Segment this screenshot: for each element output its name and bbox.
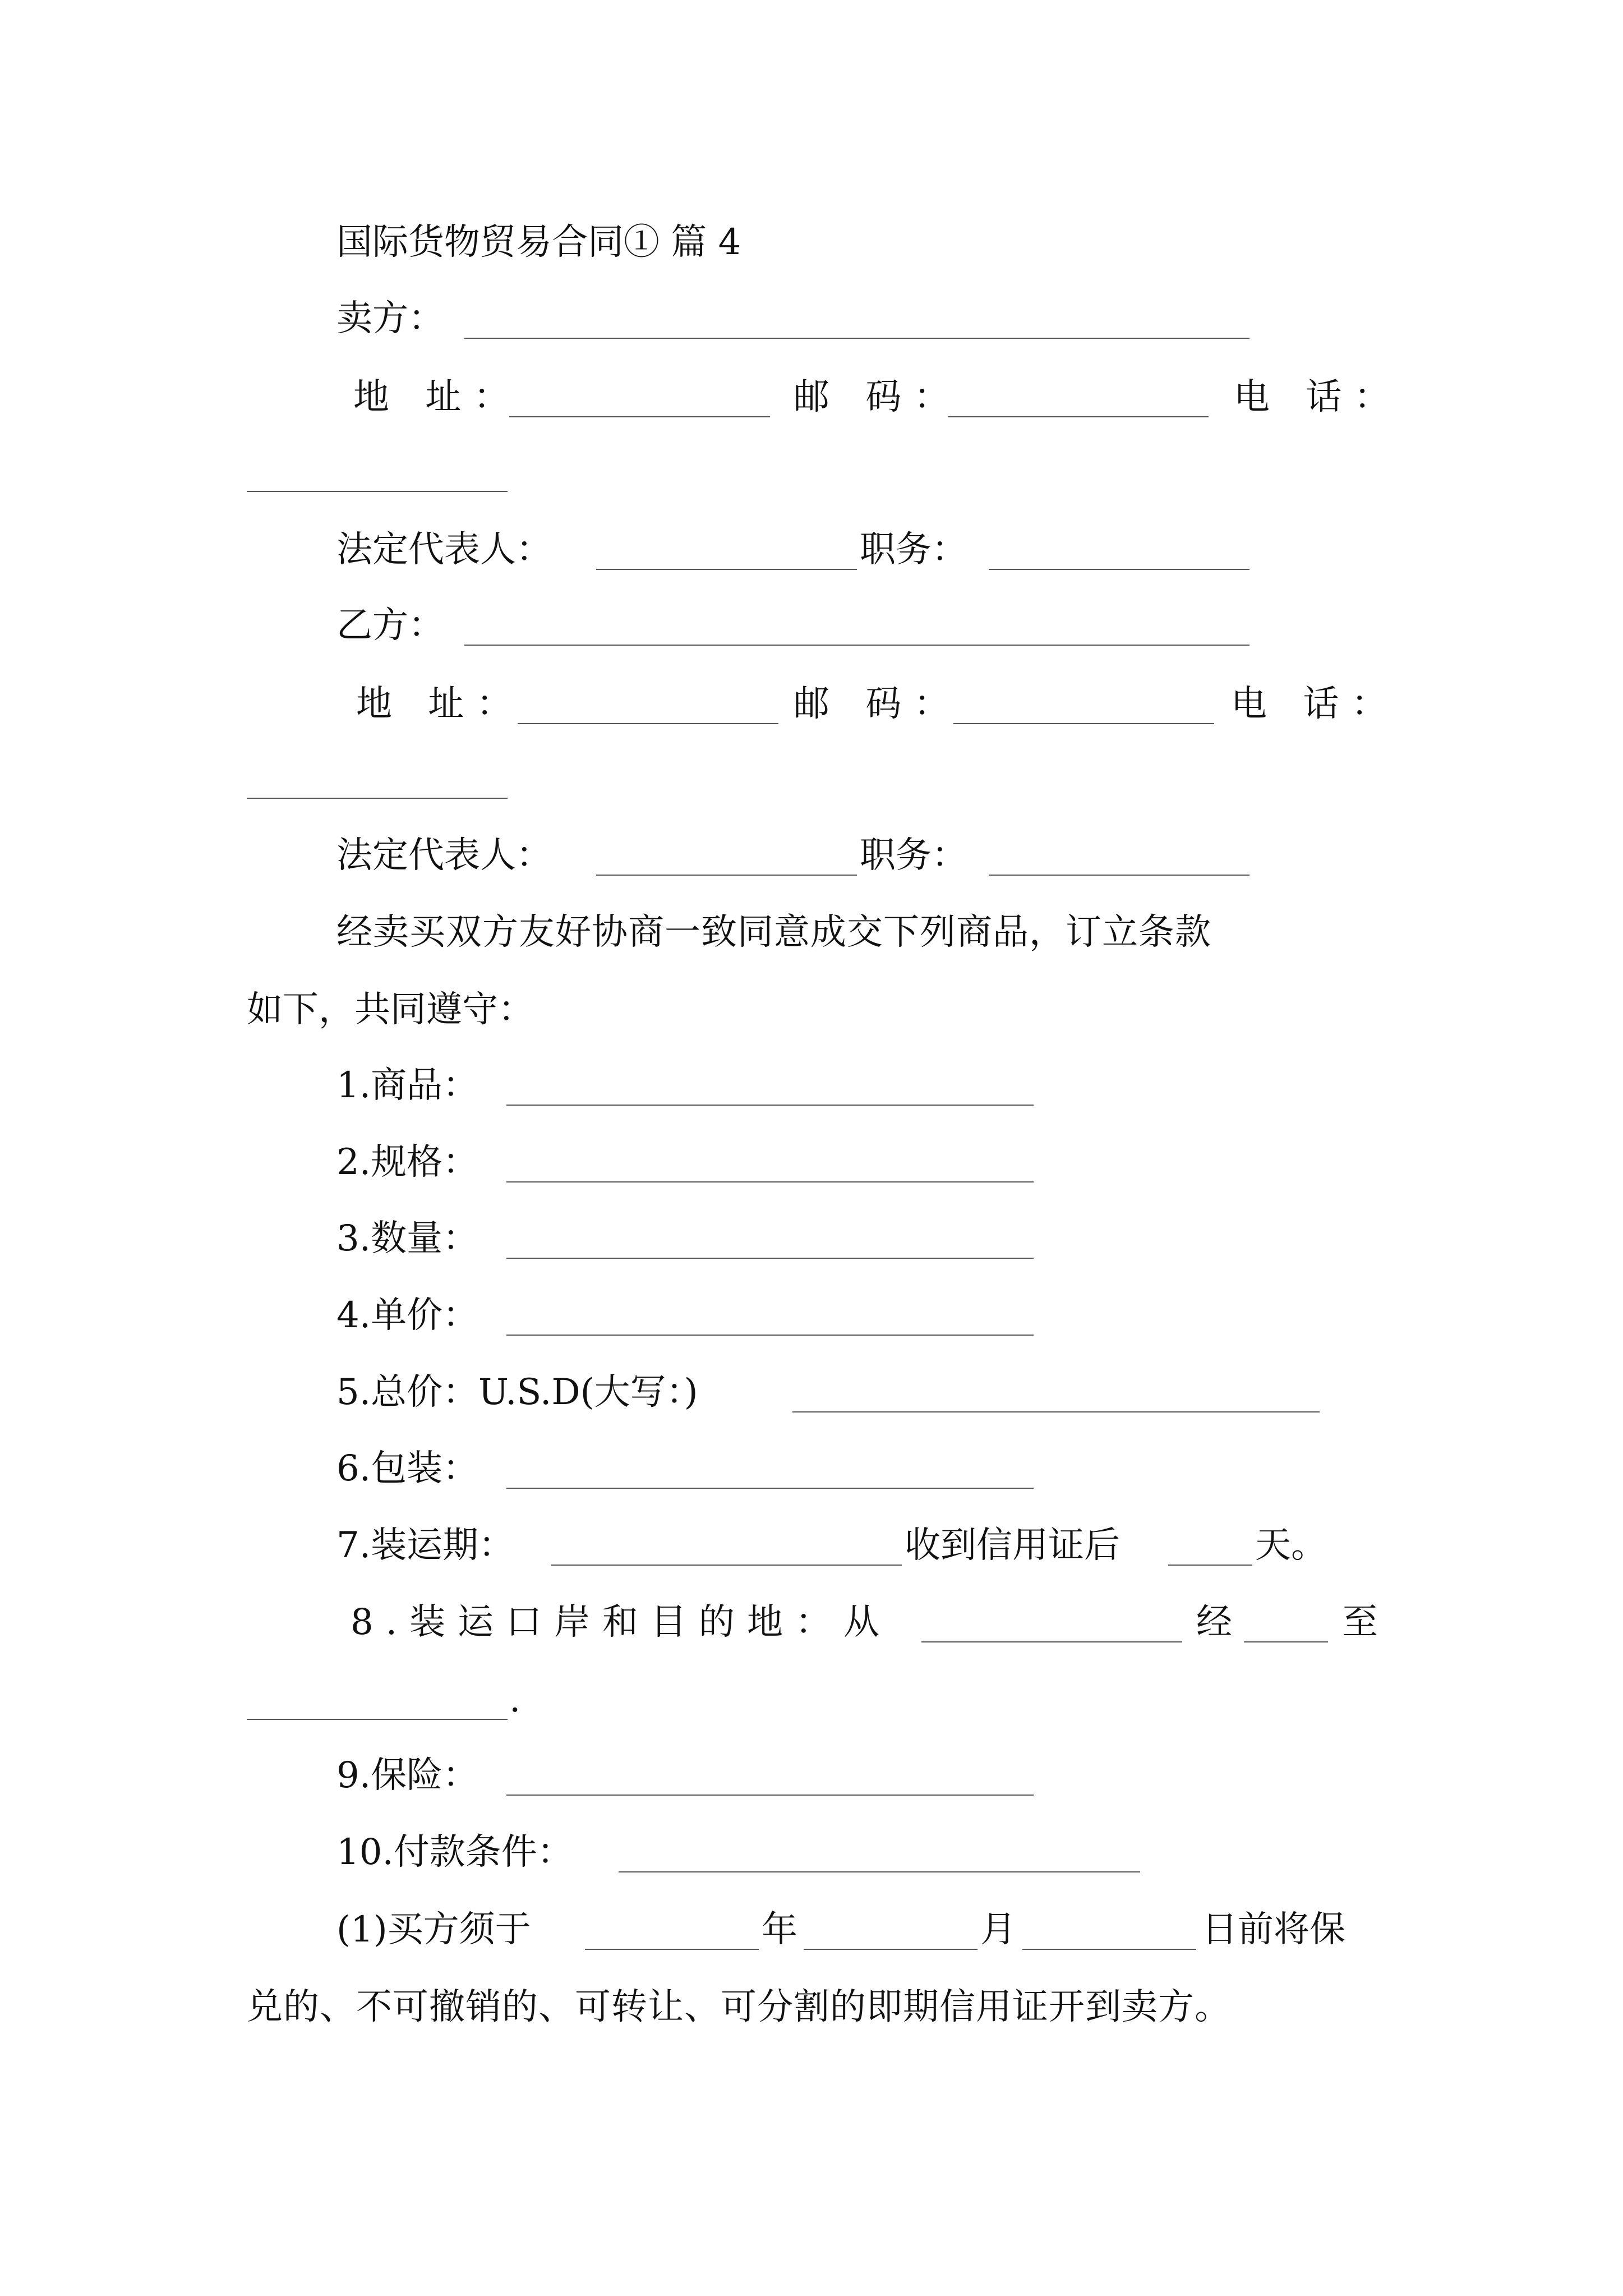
lc-year-label: 年: [762, 1909, 797, 1950]
seller-rep-line: [0, 522, 1623, 578]
term-total-price-label: 5.总价：U.S.D(大写：): [336, 1372, 698, 1413]
buyer-contact-line: [0, 676, 1623, 732]
buyer-position-blank[interactable]: [989, 875, 1249, 876]
buyer-address-label: 地 址：: [356, 683, 525, 725]
seller-address-blank[interactable]: [509, 416, 770, 417]
term-shipment-label: 7.装运期：: [336, 1525, 515, 1566]
buyer-rep-blank[interactable]: [596, 875, 857, 876]
buyer-address-blank[interactable]: [518, 723, 778, 724]
term-port-dest-blank[interactable]: [247, 1719, 508, 1720]
term-port-line: [0, 1594, 1623, 1650]
term-port-line-2: [0, 1672, 1623, 1728]
term-spec-blank[interactable]: [506, 1181, 1034, 1182]
term-payment-blank[interactable]: [619, 1871, 1140, 1872]
buyer-postcode-blank[interactable]: [953, 723, 1214, 724]
lc-text-2: 兑的、不可撤销的、可转让、可分割的即期信用证开到卖方。: [247, 1986, 1231, 2028]
seller-address-label: 地 址：: [353, 376, 522, 418]
term-insurance-label: 9.保险：: [336, 1755, 479, 1796]
term-port-via-blank[interactable]: [1244, 1641, 1328, 1642]
intro-text-1: 经卖买双方友好协商一致同意成交下列商品，订立条款: [336, 912, 1211, 953]
term-goods-label: 1.商品：: [336, 1065, 479, 1106]
seller-postcode-blank[interactable]: [948, 416, 1209, 417]
term-quantity-line: [0, 1211, 1623, 1267]
term-port-label: 8.装运口岸和目的地：从: [351, 1602, 892, 1643]
seller-contact-line: [0, 369, 1623, 425]
lc-year-blank[interactable]: [585, 1949, 759, 1950]
term-spec-line: [0, 1134, 1623, 1190]
seller-rep-label: 法定代表人：: [336, 529, 552, 570]
lc-prefix: (1)买方须于: [336, 1909, 531, 1950]
buyer-phone-blank[interactable]: [247, 798, 508, 799]
term-quantity-blank[interactable]: [506, 1258, 1034, 1259]
seller-phone-label: 电 话：: [1234, 376, 1403, 418]
document-title: 国际货物贸易合同① 篇 4: [336, 222, 741, 263]
term-port-from-blank[interactable]: [921, 1641, 1182, 1642]
term-quantity-label: 3.数量：: [336, 1218, 479, 1259]
term-unit-price-label: 4.单价：: [336, 1295, 479, 1336]
term-packing-label: 6.包装：: [336, 1448, 479, 1489]
buyer-label: 乙方：: [336, 605, 444, 646]
intro-text-2: 如下，共同遵守：: [247, 989, 534, 1030]
term-packing-line: [0, 1441, 1623, 1497]
intro-line-1: [0, 904, 1623, 960]
term-unit-price-blank[interactable]: [506, 1335, 1034, 1336]
term-goods-line: [0, 1057, 1623, 1114]
seller-name-blank[interactable]: [464, 338, 1249, 339]
lc-day-suffix: 日前将保: [1202, 1909, 1345, 1950]
term-goods-blank[interactable]: [506, 1105, 1034, 1106]
seller-line: [0, 291, 1623, 347]
term-port-via: 经: [1196, 1602, 1232, 1643]
term-packing-blank[interactable]: [506, 1488, 1034, 1489]
term-total-price-line: [0, 1364, 1623, 1420]
term-shipment-days: 天。: [1255, 1525, 1327, 1566]
lc-line-2: [0, 1979, 1623, 2035]
buyer-postcode-label: 邮 码：: [794, 683, 962, 725]
term-shipment-line: [0, 1517, 1623, 1573]
term-shipment-after: 收到信用证后: [905, 1525, 1120, 1566]
term-port-to: 至: [1342, 1602, 1378, 1643]
term-payment-label: 10.付款条件：: [336, 1832, 573, 1873]
term-payment-line: [0, 1824, 1623, 1880]
seller-position-blank[interactable]: [989, 569, 1249, 570]
seller-postcode-label: 邮 码：: [794, 376, 962, 418]
buyer-phone-label: 电 话：: [1231, 683, 1400, 725]
term-insurance-blank[interactable]: [506, 1795, 1034, 1796]
term-insurance-line: [0, 1747, 1623, 1803]
lc-month-blank[interactable]: [804, 1949, 978, 1950]
term-port-end: .: [509, 1679, 521, 1720]
lc-month-label: 月: [980, 1909, 1016, 1950]
lc-line-1: [0, 1902, 1623, 1958]
title-line: [0, 214, 1623, 270]
buyer-line: [0, 597, 1623, 654]
term-shipment-days-blank[interactable]: [1168, 1565, 1252, 1566]
seller-label: 卖方：: [336, 298, 444, 339]
buyer-rep-line: [0, 827, 1623, 884]
term-shipment-blank[interactable]: [551, 1565, 902, 1566]
term-total-price-blank[interactable]: [792, 1411, 1320, 1412]
intro-line-2: [0, 982, 1623, 1038]
term-unit-price-line: [0, 1287, 1623, 1343]
lc-day-blank[interactable]: [1022, 1949, 1196, 1950]
seller-rep-blank[interactable]: [596, 569, 857, 570]
buyer-name-blank[interactable]: [464, 645, 1249, 646]
seller-position-label: 职务：: [860, 529, 967, 570]
term-spec-label: 2.规格：: [336, 1142, 479, 1183]
buyer-position-label: 职务：: [860, 835, 967, 876]
buyer-rep-label: 法定代表人：: [336, 835, 552, 876]
seller-phone-blank[interactable]: [247, 491, 508, 492]
